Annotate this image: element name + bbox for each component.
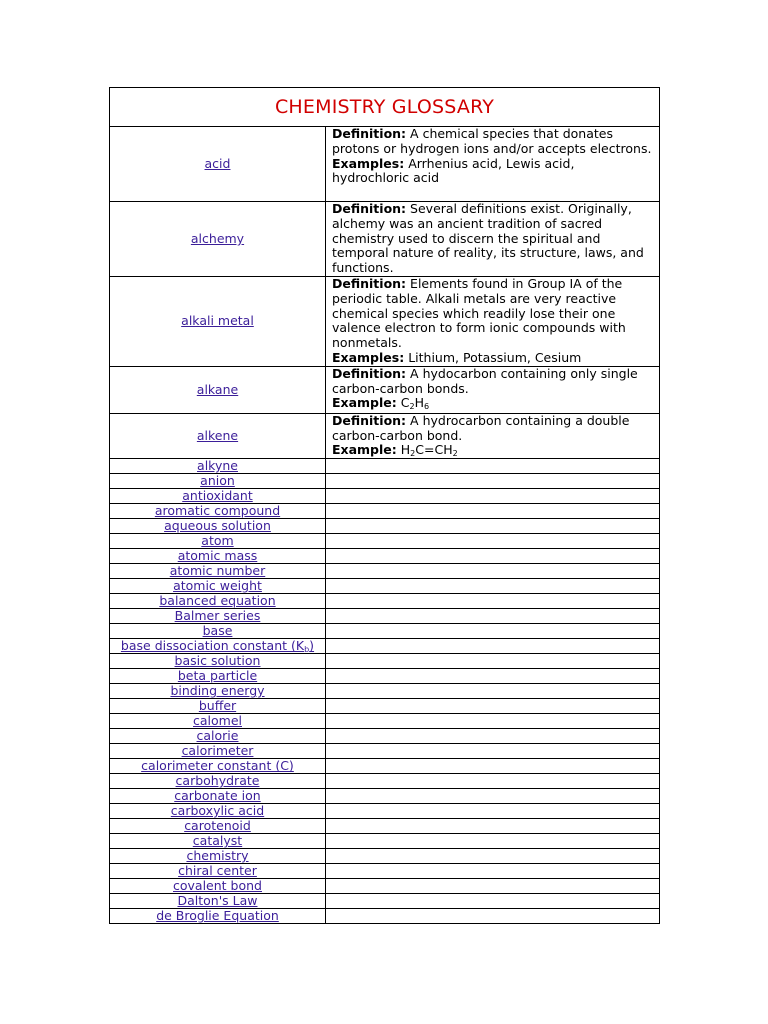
- example-formula: $C_2H_6$: [400, 395, 430, 412]
- table-row: [110, 774, 660, 789]
- term-cell: [110, 202, 326, 277]
- table-row: [110, 504, 660, 519]
- term-cell: [110, 879, 326, 894]
- definition-cell: [326, 624, 660, 639]
- term-link[interactable]: antioxidant: [182, 488, 253, 504]
- definition-cell: [326, 879, 660, 894]
- table-row: [110, 819, 660, 834]
- term-cell: [110, 654, 326, 669]
- term-link[interactable]: atomic mass: [177, 548, 258, 564]
- term-link[interactable]: chemistry: [186, 848, 249, 864]
- definition-cell: [326, 594, 660, 609]
- glossary-table: [109, 87, 660, 924]
- example-label: Examples:: [332, 349, 405, 365]
- table-row: [110, 609, 660, 624]
- definition-text: Elements found in Group IA of the periodic table. Alkali metals are very reactive chemical species which readily lose their one valence electron to form ionic compounds with nonmetals.: [332, 276, 626, 351]
- term-cell: [110, 474, 326, 489]
- definition-cell: [326, 834, 660, 849]
- definition-cell: [326, 413, 660, 458]
- definition-cell: [326, 864, 660, 879]
- term-link-acid[interactable]: acid: [204, 156, 231, 171]
- term-link[interactable]: aromatic compound: [154, 503, 281, 519]
- term-link-alkali-metal[interactable]: alkali metal: [181, 313, 254, 329]
- term-link[interactable]: beta particle: [177, 668, 258, 684]
- example-formula: $H_2C=CH_2$: [400, 442, 458, 459]
- term-cell: [110, 759, 326, 774]
- definition-label: Definition:: [332, 126, 407, 141]
- example-label: Example:: [332, 442, 397, 458]
- definition-cell: [326, 519, 660, 534]
- glossary-row-alkane: [110, 366, 660, 413]
- table-row: [110, 744, 660, 759]
- term-cell: [110, 489, 326, 504]
- term-link-alkane[interactable]: alkane: [196, 381, 239, 397]
- term-link[interactable]: atomic number: [169, 563, 266, 579]
- definition-label: Definition:: [332, 412, 407, 428]
- term-link[interactable]: buffer: [198, 698, 237, 714]
- term-cell: [110, 789, 326, 804]
- term-link[interactable]: de Broglie Equation: [156, 908, 279, 924]
- term-cell: [110, 413, 326, 458]
- term-cell: [110, 277, 326, 367]
- definition-cell: [326, 849, 660, 864]
- term-cell: [110, 127, 326, 202]
- table-row: [110, 834, 660, 849]
- definition-text: Several definitions exist. Originally, alchemy was an ancient tradition of sacred chemistry used to discern the spiritual and temporal nature of reality, its structure, laws, and functions.: [332, 201, 644, 276]
- table-row: [110, 654, 660, 669]
- definition-cell: [326, 759, 660, 774]
- definition-cell: [326, 564, 660, 579]
- term-cell: [110, 744, 326, 759]
- term-cell: [110, 519, 326, 534]
- example-text: Arrhenius acid, Lewis acid, hydrochloric acid: [332, 155, 575, 186]
- term-link[interactable]: base dissociation constant $(K_b)$: [120, 638, 315, 655]
- term-link[interactable]: calomel: [193, 713, 242, 729]
- term-link[interactable]: covalent bond: [173, 878, 262, 894]
- term-cell: [110, 534, 326, 549]
- table-row: [110, 879, 660, 894]
- definition-cell: [326, 729, 660, 744]
- table-row: [110, 729, 660, 744]
- definition-cell: [326, 639, 660, 654]
- term-link[interactable]: basic solution: [174, 653, 261, 669]
- table-row: [110, 894, 660, 909]
- term-cell: [110, 579, 326, 594]
- definition-cell: [326, 819, 660, 834]
- term-cell: [110, 819, 326, 834]
- definition-cell: [326, 504, 660, 519]
- term-link[interactable]: carotenoid: [184, 818, 251, 834]
- glossary-row-alchemy: [110, 202, 660, 277]
- glossary-row-alkene: [110, 413, 660, 458]
- term-cell: [110, 504, 326, 519]
- term-cell: [110, 609, 326, 624]
- definition-cell: [326, 699, 660, 714]
- definition-text: A hydocarbon containing only single carbon-carbon bonds.: [332, 365, 638, 396]
- term-cell: [110, 804, 326, 819]
- definition-cell: [326, 654, 660, 669]
- table-row: [110, 759, 660, 774]
- term-cell: [110, 714, 326, 729]
- definition-cell: [326, 489, 660, 504]
- table-row: [110, 804, 660, 819]
- term-cell: [110, 909, 326, 924]
- term-cell: [110, 594, 326, 609]
- example-text: Lithium, Potassium, Cesium: [408, 349, 582, 365]
- table-row: [110, 549, 660, 564]
- definition-cell: [326, 714, 660, 729]
- table-row: [110, 579, 660, 594]
- table-row: [110, 624, 660, 639]
- term-link[interactable]: carbohydrate: [175, 773, 260, 789]
- definition-cell: [326, 774, 660, 789]
- table-row: [110, 909, 660, 924]
- term-cell: [110, 729, 326, 744]
- table-row: [110, 594, 660, 609]
- term-cell: [110, 864, 326, 879]
- definition-label: Definition:: [332, 276, 407, 291]
- term-link[interactable]: calorie: [196, 728, 239, 744]
- term-cell: [110, 549, 326, 564]
- term-link[interactable]: binding energy: [170, 683, 265, 699]
- term-cell: [110, 564, 326, 579]
- definition-cell: [326, 579, 660, 594]
- term-link[interactable]: Dalton's Law: [177, 893, 258, 909]
- term-link[interactable]: Balmer series: [174, 608, 261, 624]
- term-cell: [110, 366, 326, 413]
- term-link[interactable]: chiral center: [178, 863, 257, 879]
- term-link[interactable]: calorimeter constant (C): [141, 758, 294, 774]
- term-link[interactable]: carbonate ion: [174, 788, 261, 804]
- term-cell: [110, 639, 326, 654]
- definition-cell: [326, 277, 660, 367]
- term-link[interactable]: alkyne: [197, 458, 238, 474]
- term-link[interactable]: carboxylic acid: [170, 803, 265, 819]
- term-link[interactable]: atom: [201, 533, 234, 549]
- term-link[interactable]: aqueous solution: [164, 518, 271, 534]
- example-label: Examples:: [332, 155, 405, 171]
- table-row: [110, 669, 660, 684]
- definition-cell: [326, 366, 660, 413]
- table-row: [110, 714, 660, 729]
- term-link[interactable]: anion: [200, 473, 235, 489]
- table-row: [110, 459, 660, 474]
- term-link-alkene[interactable]: alkene: [196, 427, 239, 443]
- term-cell: [110, 894, 326, 909]
- definition-cell: [326, 894, 660, 909]
- page-title: CHEMISTRY GLOSSARY: [110, 88, 660, 127]
- definition-label: Definition:: [332, 365, 407, 381]
- term-link-alchemy[interactable]: alchemy: [190, 231, 245, 246]
- definition-cell: [326, 744, 660, 759]
- table-row: [110, 864, 660, 879]
- term-cell: [110, 684, 326, 699]
- definition-cell: [326, 684, 660, 699]
- definition-text: A hydrocarbon containing a double carbon-carbon bond.: [332, 412, 630, 443]
- table-row: [110, 639, 660, 654]
- term-link[interactable]: base: [202, 623, 233, 639]
- example-label: Example:: [332, 395, 397, 411]
- table-row: [110, 564, 660, 579]
- term-cell: [110, 459, 326, 474]
- table-row: [110, 474, 660, 489]
- definition-cell: [326, 202, 660, 277]
- table-row: [110, 519, 660, 534]
- definition-cell: [326, 459, 660, 474]
- definition-cell: [326, 127, 660, 202]
- table-row: [110, 489, 660, 504]
- definition-label: Definition:: [332, 201, 407, 216]
- definition-cell: [326, 609, 660, 624]
- glossary-row-alkali-metal: [110, 277, 660, 367]
- term-cell: [110, 834, 326, 849]
- term-cell: [110, 669, 326, 684]
- definition-text: A chemical species that donates protons or hydrogen ions and/or accepts electrons.: [332, 126, 652, 156]
- definition-cell: [326, 474, 660, 489]
- definition-cell: [326, 909, 660, 924]
- table-row: [110, 849, 660, 864]
- table-row: [110, 534, 660, 549]
- definition-cell: [326, 534, 660, 549]
- definition-cell: [326, 669, 660, 684]
- definition-cell: [326, 789, 660, 804]
- glossary-row-acid: [110, 127, 660, 202]
- term-cell: [110, 699, 326, 714]
- table-row: [110, 699, 660, 714]
- term-cell: [110, 624, 326, 639]
- term-link[interactable]: balanced equation: [159, 593, 276, 609]
- term-link[interactable]: atomic weight: [173, 578, 262, 594]
- table-row: [110, 789, 660, 804]
- term-link[interactable]: catalyst: [192, 833, 243, 849]
- definition-cell: [326, 549, 660, 564]
- term-link[interactable]: calorimeter: [181, 743, 254, 759]
- table-row: [110, 684, 660, 699]
- term-cell: [110, 849, 326, 864]
- definition-cell: [326, 804, 660, 819]
- term-cell: [110, 774, 326, 789]
